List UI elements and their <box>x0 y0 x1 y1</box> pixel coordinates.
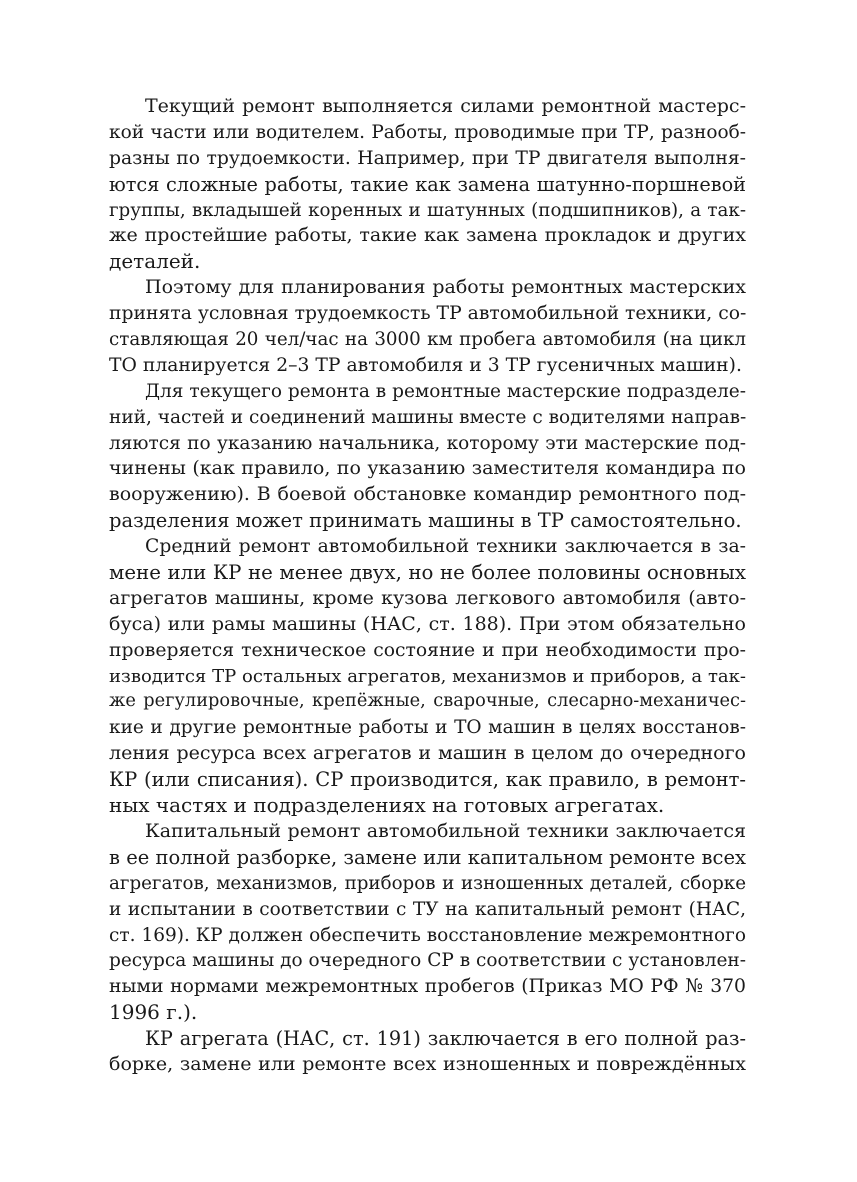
text-line: принята условная трудоемкость ТР автомобильной техники, со- <box>109 303 747 325</box>
text-line: изводится ТР остальных агрегатов, механизмов и приборов, а так- <box>109 665 746 687</box>
text-line: ных частях и подразделениях на готовых агрегатах. <box>109 793 665 818</box>
text-line: Капитальный ремонт автомобильной техники заключается <box>145 819 746 842</box>
text-line: агрегатов, механизмов, приборов и изношенных деталей, сборке <box>109 872 746 894</box>
text-line: мене или КР не менее двух, но не более половины основных <box>109 561 746 585</box>
text-line: КР агрегата (НАС, ст. 191) заключается в его полной раз- <box>145 1027 746 1051</box>
text-line: кие и другие ремонтные работы и ТО машин в целях восстанов- <box>109 717 746 739</box>
text-line: же простейшие работы, такие как замена прокладок и других <box>109 224 746 247</box>
text-line: в ее полной разборке, замене или капитальном ремонте всех <box>109 845 746 869</box>
paragraph-aggregate-repair <box>109 1026 746 1078</box>
text-line: разделения может принимать машины в ТР самостоятельно. <box>109 509 742 533</box>
text-line: Средний ремонт автомобильной техники заключается в за- <box>145 536 746 558</box>
text-line: борке, замене или ремонте всех изношенных и повреждённых <box>109 1052 746 1075</box>
text-line: ставляющая 20 чел/час на 3000 км пробега автомобиля (на цикл <box>109 329 746 351</box>
text-line: же регулировочные, крепёжные, сварочные, слесарно-механичес- <box>109 691 746 712</box>
text-line: Текущий ремонт выполняется силами ремонтной мастерс- <box>145 95 746 117</box>
paragraph-tr <box>109 94 746 275</box>
text-line: Поэтому для планирования работы ремонтных мастерских <box>145 276 746 299</box>
text-line: ления ресурса всех агрегатов и машин в целом до очередного <box>109 742 746 765</box>
paragraph-workshops <box>109 379 746 534</box>
paragraph-capital-repair <box>109 819 746 1026</box>
text-line: ст. 169). КР должен обеспечить восстановление межремонтного <box>109 924 746 946</box>
text-line: ресурса машины до очередного СР в соответствии с установлен- <box>109 950 746 972</box>
text-line: чинены (как правило, по указанию заместителя командира по <box>109 457 746 480</box>
text-line: агрегатов машины, кроме кузова легкового автомобиля (авто- <box>109 586 746 609</box>
text-line: ний, частей и соединений машины вместе с водителями направ- <box>109 406 747 428</box>
document-page <box>109 94 746 1078</box>
paragraph-planning <box>109 275 746 379</box>
text-line: вооружению). В боевой обстановке командир ремонтного под- <box>109 483 746 506</box>
text-line: КР (или списания). СР производится, как правило, в ремонт- <box>109 768 746 792</box>
text-line: проверяется техническое состояние и при необходимости про- <box>109 639 746 661</box>
text-line: 1996 г.). <box>109 1000 198 1025</box>
text-line: ляются по указанию начальника, которому эти мастерские под- <box>109 432 746 454</box>
text-line: буса) или рамы машины (НАС, ст. 188). При этом обязательно <box>109 612 746 635</box>
text-line: ТО планируется 2–3 ТР автомобиля и 3 ТР гусеничных машин). <box>109 354 742 376</box>
text-line: разны по трудоемкости. Например, при ТР двигателя выполня- <box>109 147 746 169</box>
text-line: группы, вкладышей коренных и шатунных (подшипников), а так- <box>109 199 746 221</box>
text-line: ются сложные работы, такие как замена шатунно-поршневой <box>109 172 746 196</box>
text-line: кой части или водителем. Работы, проводимые при ТР, разнооб- <box>109 121 746 143</box>
text-line: и испытании в соответствии с ТУ на капитальный ремонт (НАС, <box>109 898 746 920</box>
paragraph-medium-repair <box>109 534 746 819</box>
text-line: Для текущего ремонта в ремонтные мастерские подразделе- <box>145 380 746 402</box>
text-line: ными нормами межремонтных пробегов (Приказ МО РФ № 370 <box>109 976 746 998</box>
text-line: деталей. <box>109 249 201 274</box>
